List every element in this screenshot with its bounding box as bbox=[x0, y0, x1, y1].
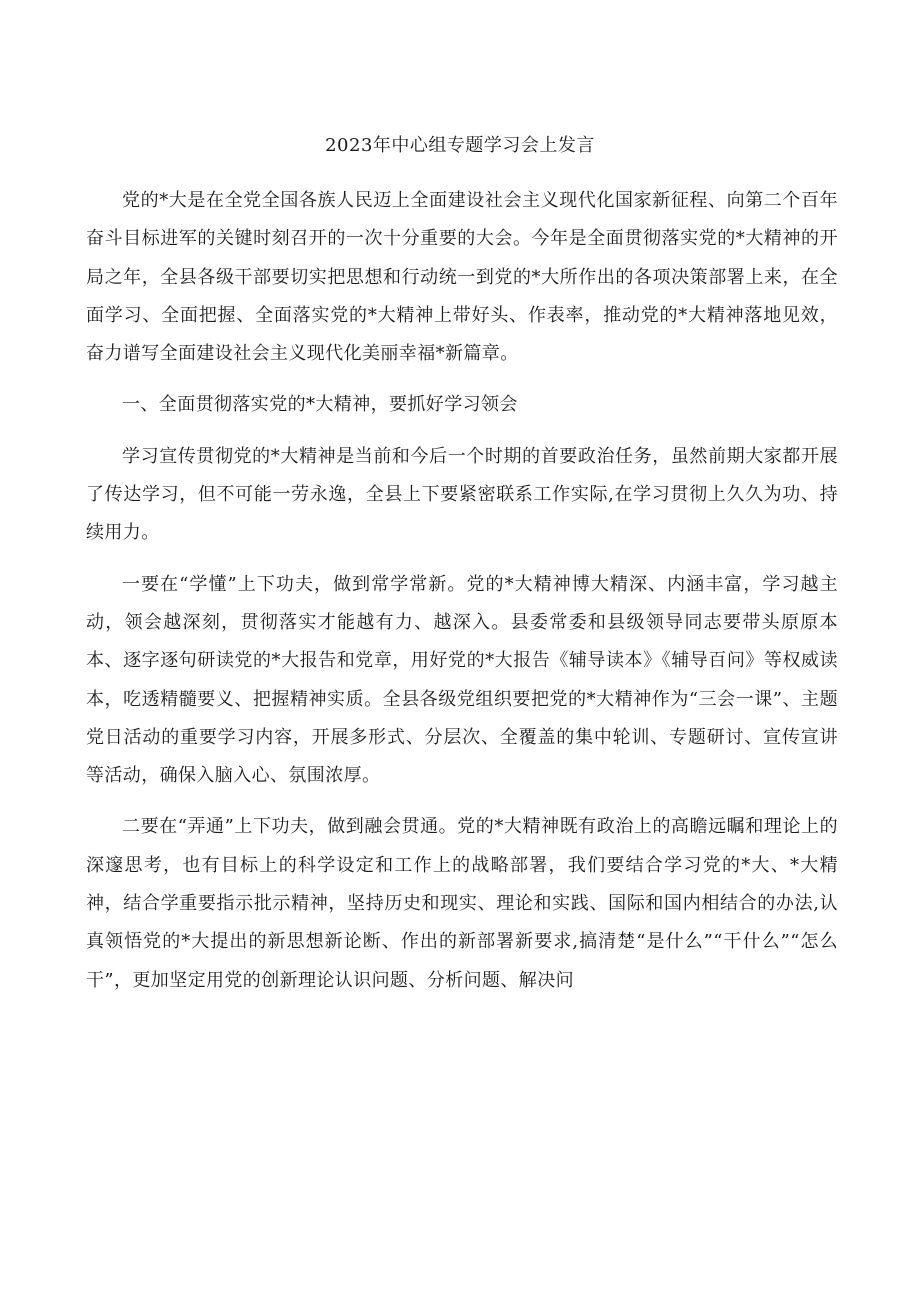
paragraph-intro: 党的*大是在全党全国各族人民迈上全面建设社会主义现代化国家新征程、向第二个百年奋斗目标进军的关键时刻召开的一次十分重要的大会。今年是全面贯彻落实党的*大精神的开局之年，全县各级干部要切实把思想和行动统一到党的*大所作出的各项决策部署上来，在全面学习、全面把握、全面落实党的*大精神上带好头、作表率，推动党的*大精神落地见效，奋力谱写全面建设社会主义现代化美丽幸福*新篇章。 bbox=[86, 190, 838, 365]
document-body bbox=[86, 182, 838, 1000]
paragraph-understand: 一要在“学懂”上下功夫，做到常学常新。党的*大精神博大精深、内涵丰富，学习越主动，领会越深刻，贯彻落实才能越有力、越深入。县委常委和县级领导同志要带头原原本本、逐字逐句研读党的*大报告和党章，用好党的*大报告《辅导读本》《辅导百问》等权威读本，吃透精髓要义、把握精神实质。全县各级党组织要把党的*大精神作为“三会一课”、主题党日活动的重要学习内容，开展多形式、分层次、全覆盖的集中轮训、专题研讨、宣传宣讲等活动，确保入脑入心、氛围浓厚。 bbox=[86, 573, 838, 787]
paragraph-study-task: 学习宣传贯彻党的*大精神是当前和今后一个时期的首要政治任务，虽然前期大家都开展了传达学习，但不可能一劳永逸，全县上下要紧密联系工作实际,在学习贯彻上久久为功、持续用力。 bbox=[86, 445, 838, 544]
document-title: 2023年中心组专题学习会上发言 bbox=[325, 135, 595, 156]
paragraph-comprehend: 二要在“弄通”上下功夫，做到融会贯通。党的*大精神既有政治上的高瞻远瞩和理论上的深邃思考，也有目标上的科学设定和工作上的战略部署，我们要结合学习党的*大、*大精神，结合学重要指示批示精神，坚持历史和现实、理论和实践、国际和国内相结合的办法,认真领悟党的*大提出的新思想新论断、作出的新部署新要求,搞清楚“是什么”“干什么”“怎么干”，更加坚定用党的创新理论认识问题、分析问题、解决问 bbox=[86, 816, 838, 991]
section-heading-1: 一、全面贯彻落实党的*大精神，要抓好学习领会 bbox=[122, 394, 518, 416]
